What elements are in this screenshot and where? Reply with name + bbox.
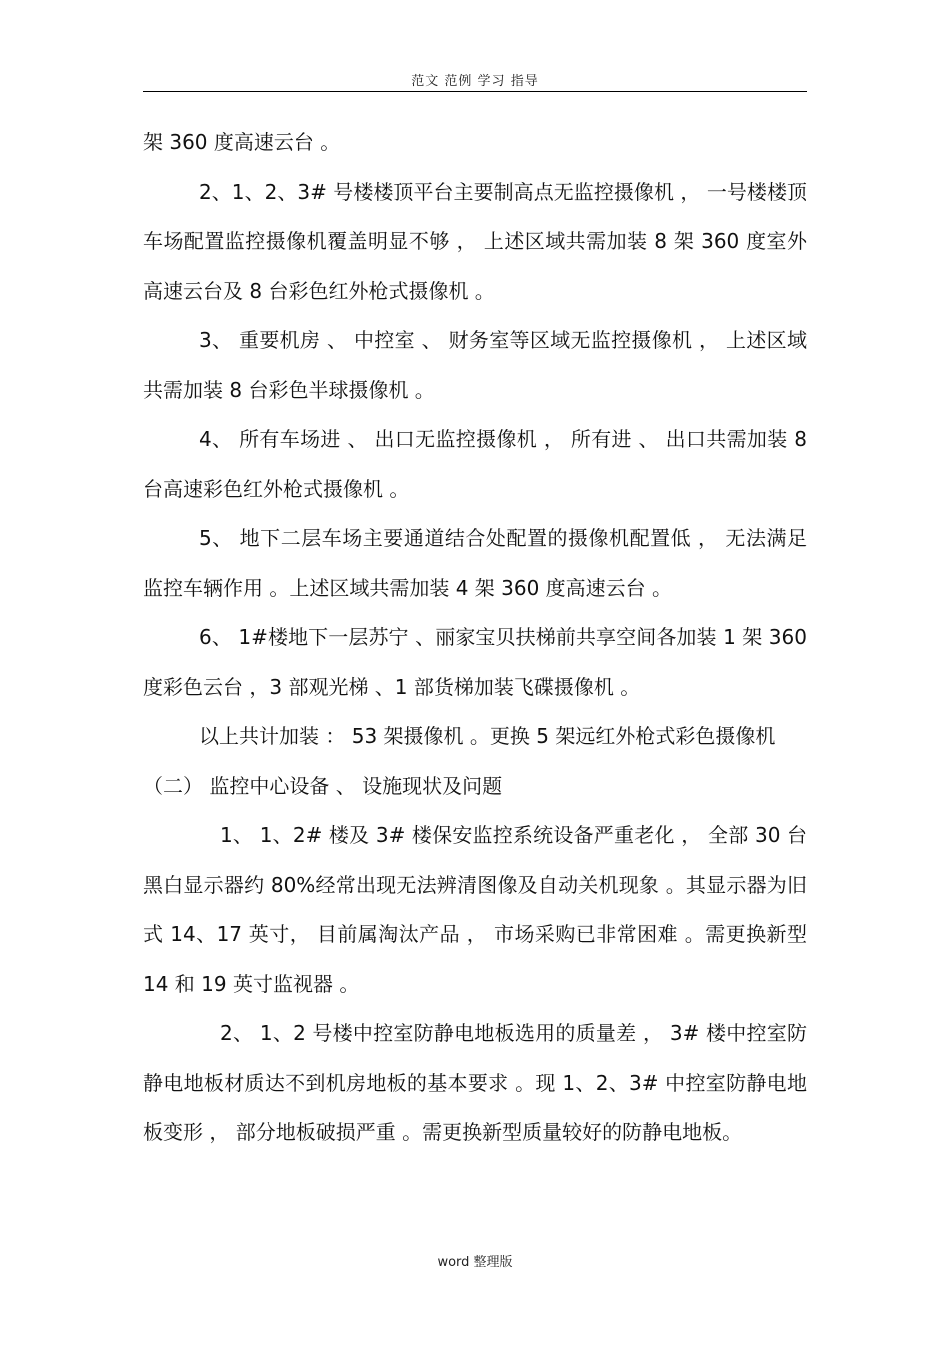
document-body bbox=[143, 118, 807, 1158]
page-header: 范文 范例 学习 指导 bbox=[411, 74, 539, 89]
paragraph-item-5: 5、 地下二层车场主要通道结合处配置的摄像机配置低 ， 无法满足监控车辆作用 。上述区域共需加装 4 架 360 度高速云台 。 bbox=[143, 526, 807, 600]
paragraph-item-2: 2、1、2、3# 号楼楼顶平台主要制高点无监控摄像机 ， 一号楼楼顶车场配置监控摄像机覆盖明显不够 ， 上述区域共需加装 8 架 360 度室外高速云台及 8 台彩色红外枪式摄像机 。 bbox=[143, 179, 807, 303]
page-footer: word 整理版 bbox=[437, 1255, 513, 1270]
header-divider bbox=[143, 91, 807, 92]
paragraph-item-6: 6、 1#楼地下一层苏宁 、丽家宝贝扶梯前共享空间各加装 1 架 360 度彩色云台 ，3 部观光梯 、1 部货梯加装飞碟摄像机 。 bbox=[143, 625, 807, 699]
paragraph-center-item-1: 1、 1、2# 楼及 3# 楼保安监控系统设备严重老化 ， 全部 30 台黑白显示器约 80%经常出现无法辨清图像及自动关机现象 。其显示器为旧式 14、17 英寸， 目前属淘汰产品 ， 市场采购已非常困难 。需更换新型 14 和 19 英寸监视器 。 bbox=[143, 823, 807, 996]
paragraph-summary: 以上共计加装 ： 53 架摄像机 。更换 5 架远红外枪式彩色摄像机 bbox=[199, 724, 776, 748]
paragraph-center-item-2: 2、 1、2 号楼中控室防静电地板选用的质量差 ， 3# 楼中控室防静电地板材质达不到机房地板的基本要求 。现 1、2、3# 中控室防静电地板变形 ， 部分地板破损严重 。需更换新型质量较好的防静电地板。 bbox=[143, 1021, 807, 1144]
paragraph-item-4: 4、 所有车场进 、 出口无监控摄像机 ， 所有进 、 出口共需加装 8 台高速彩色红外枪式摄像机 。 bbox=[143, 427, 807, 501]
paragraph-item-3: 3、 重要机房 、 中控室 、 财务室等区域无监控摄像机 ， 上述区域共需加装 8 台彩色半球摄像机 。 bbox=[143, 328, 807, 402]
paragraph-continuation: 架 360 度高速云台 。 bbox=[143, 130, 341, 154]
section-heading: （二） 监控中心设备 、 设施现状及问题 bbox=[143, 773, 503, 798]
